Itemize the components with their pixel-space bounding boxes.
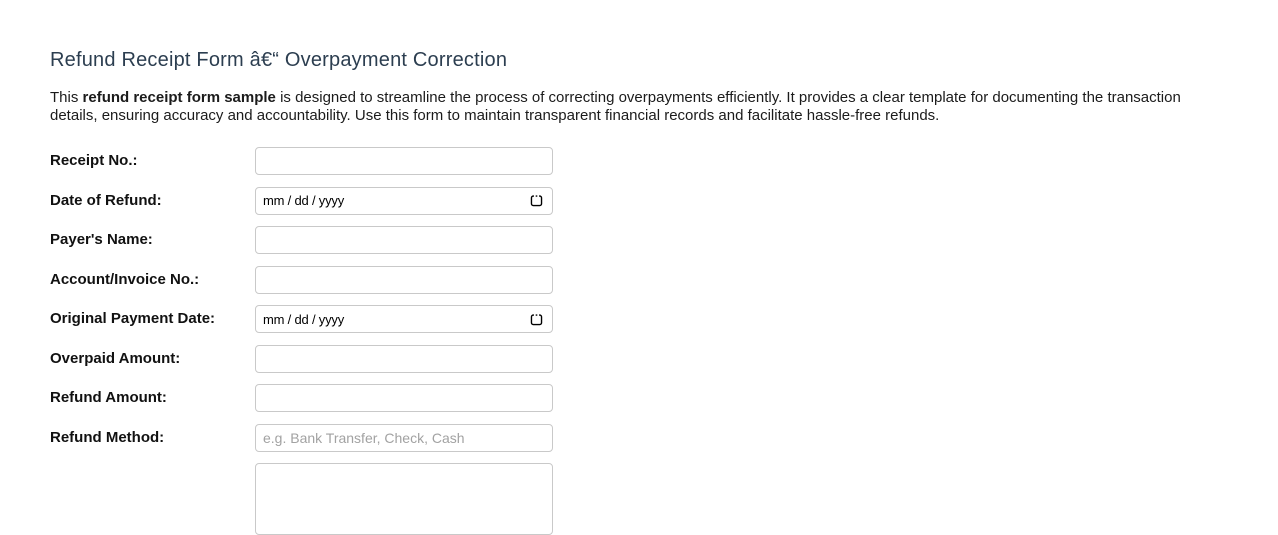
form-row <box>50 424 1228 452</box>
field-label: Refund Amount: <box>50 389 167 406</box>
overpaid-amount-input[interactable] <box>255 345 553 373</box>
account-invoice-no-input[interactable] <box>255 266 553 294</box>
original-payment-date-input[interactable] <box>255 305 553 333</box>
refund-form <box>50 147 1228 535</box>
intro-paragraph <box>50 89 1228 125</box>
field-label: Overpaid Amount: <box>50 349 181 367</box>
date-placeholder-text: mm / dd / yyyy <box>263 311 344 327</box>
form-row <box>50 345 1228 373</box>
form-row <box>50 266 1228 294</box>
field-label: Original Payment Date: <box>50 310 216 327</box>
page-title: Refund Receipt Form â€“ Overpayment Correction <box>50 49 508 71</box>
calendar-icon[interactable] <box>530 194 543 207</box>
date-of-refund-input[interactable] <box>255 187 553 215</box>
form-row <box>50 384 1228 412</box>
refund-method-input[interactable] <box>255 424 553 452</box>
calendar-icon[interactable] <box>530 313 543 326</box>
field-label: Receipt No.: <box>50 152 138 169</box>
refund-amount-input[interactable] <box>255 384 553 412</box>
field-label: Payer's Name: <box>50 231 153 248</box>
form-row <box>50 147 1228 175</box>
date-placeholder-text: mm / dd / yyyy <box>263 193 344 208</box>
notes-textarea[interactable] <box>255 463 553 535</box>
intro-rest: is designed to streamline the process of correcting overpayments efficiently. It provides a clear template for documenting the transaction details, ensuring accuracy and accountability. Use this form to maintain transparent financial records and facilitate hassle-free refunds. <box>50 89 1181 124</box>
field-label: Date of Refund: <box>50 191 162 209</box>
form-row <box>50 305 1228 333</box>
form-row <box>50 463 1228 535</box>
intro-bold: refund receipt form sample <box>82 89 276 106</box>
form-row <box>50 187 1228 215</box>
form-row <box>50 226 1228 254</box>
intro-lead: This <box>50 89 83 106</box>
receipt-no-input[interactable] <box>255 147 553 175</box>
payers-name-input[interactable] <box>255 226 553 254</box>
field-label: Account/Invoice No.: <box>50 270 200 288</box>
field-label: Refund Method: <box>50 428 165 446</box>
